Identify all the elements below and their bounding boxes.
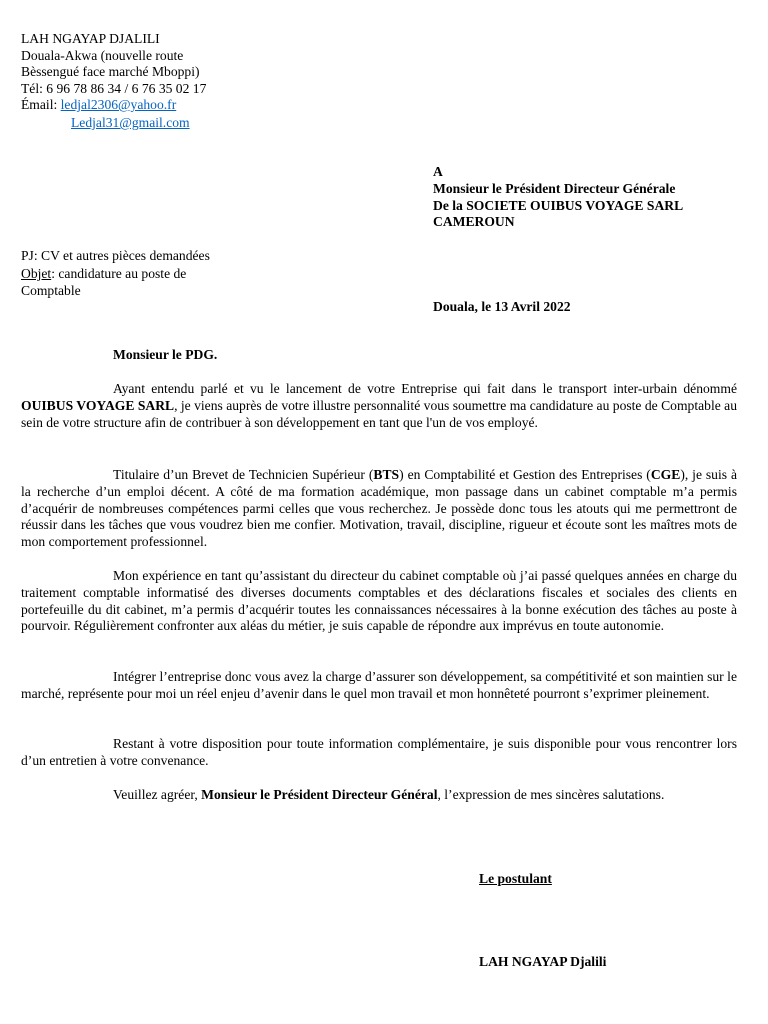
p6-text-a: Veuillez agréer, <box>113 787 202 802</box>
recipient-line-2: De la SOCIETE OUIBUS VOYAGE SARL <box>433 197 684 213</box>
sender-email-row <box>21 97 176 114</box>
recipient-line-1: Monsieur le Président Directeur Générale <box>433 180 676 196</box>
subject-text: : candidature au poste de <box>51 266 187 281</box>
email-link-yahoo[interactable]: ledjal2306@yahoo.fr <box>60 97 177 112</box>
p6-text-c: , l’expression de mes sincères salutations. <box>437 787 665 802</box>
signature-title: Le postulant <box>479 871 552 886</box>
sender-address-line-2: Bèssengué face marché Mboppi) <box>21 64 200 79</box>
recipient-to: A <box>433 164 443 179</box>
place-date: Douala, le 13 Avril 2022 <box>433 299 571 314</box>
sender-name: LAH NGAYAP DJALILI <box>21 31 160 46</box>
p2-text-e: ), je suis à la recherche d’un emploi décent. A côté de ma formation académique, mon passage dans un cabinet comptable m’a permis d’acquérir de nombreuses compétences parmi celles que vous recherchez. Je possède donc tous les atouts qui me permettront de réussir dans les tâches que vous voudrez bien me confier. Motivation, travail, discipline, rigueur et écoute sont les maîtres mots de mon comportement professionnel. <box>21 467 738 550</box>
paragraph-4: Intégrer l’entreprise donc vous avez la charge d’assurer son développement, sa compétitivité et son maintien sur le marché, représente pour moi un réel enjeu d’avenir dans le quel mon travail et mon honnêteté pourront s’exprimer pleinement. <box>21 669 737 701</box>
p1-text-c: , je viens auprès de votre illustre personnalité vous soumettre ma candidature au poste de Comptable au sein de votre structure afin de contribuer à son développement en tant que l'un de vos employé. <box>21 397 737 430</box>
subject-text-line-2: Comptable <box>21 283 81 298</box>
p1-text-a: Ayant entendu parlé et vu le lancement de votre Entreprise qui fait dans le transport inter-urbain dénommé <box>113 381 737 396</box>
subject-label: Objet <box>21 266 52 281</box>
subject-line <box>21 266 186 283</box>
attachments-line: PJ: CV et autres pièces demandées <box>21 248 210 263</box>
p2-text-a: Titulaire d’un Brevet de Technicien Supérieur ( <box>113 467 374 482</box>
signature-name: LAH NGAYAP Djalili <box>479 954 607 969</box>
email-label: Émail: <box>21 97 58 112</box>
paragraph-2 <box>21 467 737 551</box>
sender-address-line-1: Douala-Akwa (nouvelle route <box>21 48 184 63</box>
p6-addressee: Monsieur le Président Directeur Général <box>201 787 438 802</box>
sender-email-row-2 <box>71 115 190 132</box>
recipient-block <box>433 164 683 231</box>
p2-cge: CGE <box>650 467 681 482</box>
greeting: Monsieur le PDG. <box>113 347 218 362</box>
sender-phone: Tél: 6 96 78 86 34 / 6 76 35 02 17 <box>21 81 207 96</box>
paragraph-6 <box>21 787 737 804</box>
p1-company-name: OUIBUS VOYAGE SARL <box>21 397 175 413</box>
p2-bts: BTS <box>373 467 400 482</box>
p2-text-c: ) en Comptabilité et Gestion des Entreprises ( <box>399 467 651 482</box>
paragraph-3: Mon expérience en tant qu’assistant du directeur du cabinet comptable où j’ai passé quelques années en charge du traitement comptable informatisé des diverses documents comptables et des déclarations fiscales et sociales des clients en portefeuille du dit cabinet, m’a permis d’acquérir toutes les connaissances nécessaires à la bonne exécution des tâches au poste à pourvoir. Régulièrement confronter aux aléas du métier, je suis capable de répondre aux imprévus en toute autonomie. <box>21 568 737 634</box>
email-link-gmail[interactable]: Ledjal31@gmail.com <box>71 115 190 130</box>
paragraph-5: Restant à votre disposition pour toute information complémentaire, je suis disponible pour vous rencontrer lors d’un entretien à votre convenance. <box>21 736 737 768</box>
recipient-line-3: CAMEROUN <box>433 214 515 230</box>
paragraph-1 <box>21 381 737 431</box>
